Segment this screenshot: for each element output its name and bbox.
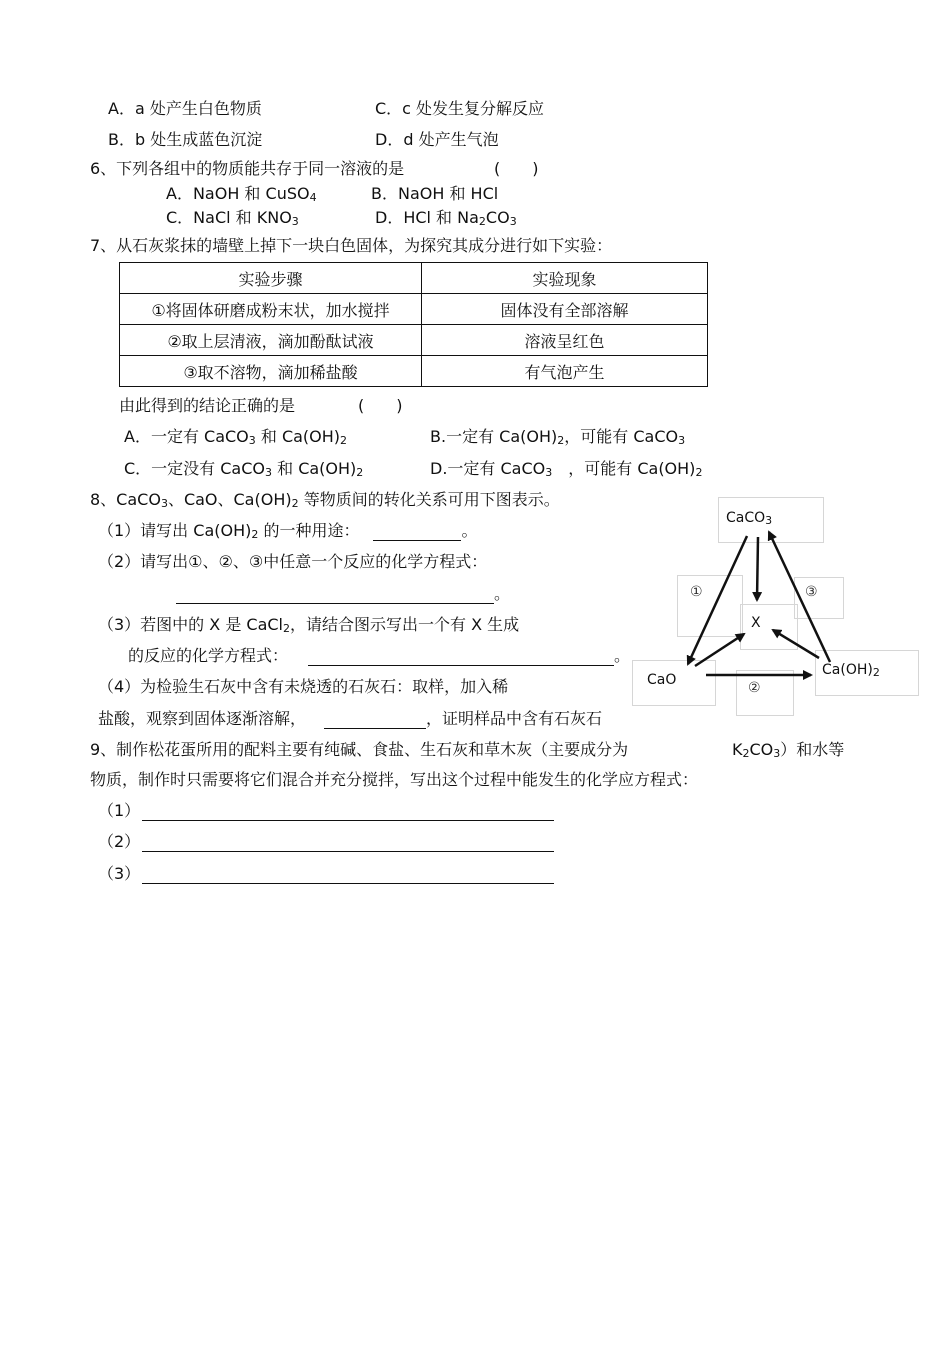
answer-blank[interactable] <box>142 867 554 884</box>
q7-answer-paren: ( ) <box>358 396 403 415</box>
table-cell: 溶液呈红色 <box>422 325 708 356</box>
q8-part1: （1）请写出 $Ca(OH)_2$ 的一种用途： 。 <box>98 521 478 541</box>
table-cell: ③取不溶物，滴加稀盐酸 <box>120 356 422 387</box>
q6-option-a: A．NaOH 和 CuSO$_4$ <box>166 184 317 204</box>
q5-option-b: B．b 处生成蓝色沉淀 <box>108 130 263 149</box>
arrow-cao-to-x <box>695 634 744 666</box>
x-label: X <box>751 615 761 631</box>
q6-option-b: B．NaOH 和 HCl <box>371 184 499 203</box>
q6-answer-paren: ( ) <box>494 159 539 178</box>
q7-option-d: D.一定有 CaCO$_3$ ，可能有 $Ca(OH)_2$ <box>430 459 703 479</box>
q9-answer-2: （2） <box>98 832 554 852</box>
q8-part2-answer: 。 <box>176 584 510 604</box>
answer-blank[interactable] <box>142 835 554 852</box>
table-cell: ①将固体研磨成粉末状，加水搅拌 <box>120 294 422 325</box>
q7-option-c: C．一定没有 CaCO$_3$ 和 $Ca(OH)_2$ <box>124 459 364 479</box>
arrow-caoh2-to-caco3 <box>769 532 830 662</box>
arrow-caoh2-to-x <box>773 630 819 658</box>
q8-part2: （2）请写出①、②、③中任意一个反应的化学方程式： <box>98 552 488 571</box>
answer-blank[interactable] <box>142 804 554 821</box>
q6-option-d: D．HCl 和 $Na_2CO_3$ <box>375 208 517 228</box>
q6-stem: 6、下列各组中的物质能共存于同一溶液的是 <box>90 159 405 178</box>
q7-stem: 7、从石灰浆抹的墙壁上掉下一块白色固体，为探究其成分进行如下实验： <box>90 236 613 255</box>
q8-part4-line2: 盐酸，观察到固体逐渐溶解， ，证明样品中含有石灰石 <box>98 709 603 728</box>
q8-stem: 8、CaCO$_3$、CaO、$Ca(OH)_2$ 等物质间的转化关系可用下图表示。 <box>90 490 560 510</box>
reaction-3-number: ③ <box>805 584 818 600</box>
table-cell: ②取上层清液，滴加酚酞试液 <box>120 325 422 356</box>
caco3-label: CaCO$_3$ <box>726 510 773 527</box>
q5-option-d: D．d 处产生气泡 <box>375 130 499 149</box>
q6-option-c: C．NaCl 和 $KNO_3$ <box>166 208 299 228</box>
q9-stem-line1: 9、制作松花蛋所用的配料主要有纯碱、食盐、生石灰和草木灰（主要成分为 <box>90 740 629 759</box>
q8-part3-line1: （3）若图中的 X 是 CaCl$_2$，请结合图示写出一个有 X 生成 <box>98 615 520 635</box>
q9-answer-3: （3） <box>98 864 554 884</box>
q5-option-c: C．c 处发生复分解反应 <box>375 99 545 118</box>
q8-part4-line1: （4）为检验生石灰中含有未烧透的石灰石：取样，加入稀 <box>98 677 509 696</box>
q5-option-a: A．a 处产生白色物质 <box>108 99 262 118</box>
q8-part3-line2: 的反应的化学方程式： 。 <box>128 646 631 665</box>
q9-stem-formula: $K_2CO_3$）和水等 <box>732 740 845 760</box>
cao-label: CaO <box>647 672 677 688</box>
q9-stem-line2: 物质，制作时只需要将它们混合并充分搅拌，写出这个过程中能发生的化学应方程式： <box>90 770 699 789</box>
table-header: 实验现象 <box>422 263 708 294</box>
table-header: 实验步骤 <box>120 263 422 294</box>
arrow-caco3-to-cao <box>688 536 747 664</box>
reaction-1-number: ① <box>690 584 703 600</box>
reaction-2-number: ② <box>748 680 761 696</box>
table-cell: 有气泡产生 <box>422 356 708 387</box>
arrow-caco3-to-x <box>757 537 758 600</box>
q9-answer-1: （1） <box>98 801 554 821</box>
q7-conclusion: 由此得到的结论正确的是 <box>119 396 296 415</box>
q7-option-b: B.一定有 $Ca(OH)_2$，可能有 CaCO$_3$ <box>430 427 686 447</box>
table-cell: 固体没有全部溶解 <box>422 294 708 325</box>
caoh2-label: $Ca(OH)_2$ <box>822 662 880 679</box>
q7-option-a: A．一定有 CaCO$_3$ 和 $Ca(OH)_2$ <box>124 427 348 447</box>
